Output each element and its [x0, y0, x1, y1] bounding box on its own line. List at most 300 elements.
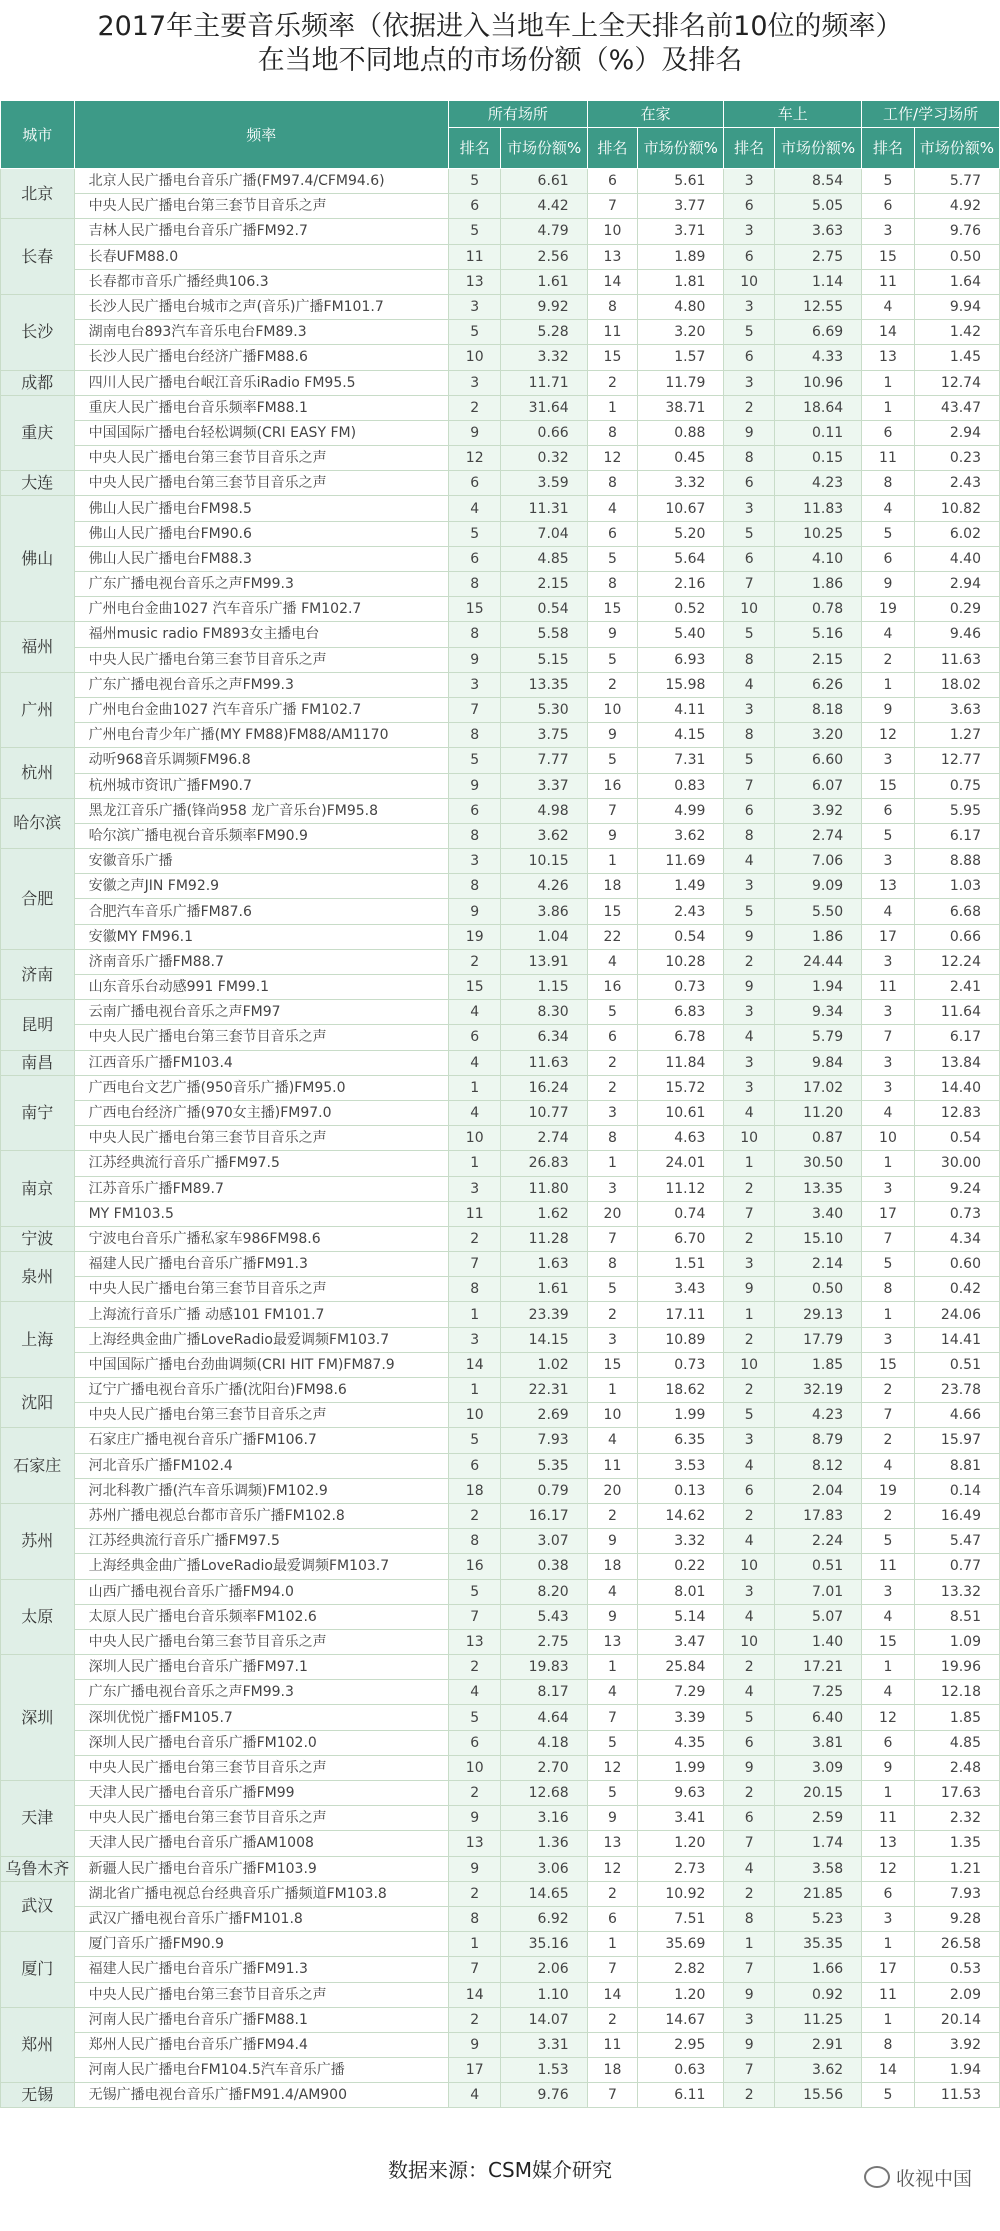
home-rank-cell: 14 [587, 269, 637, 294]
work-rank-cell: 2 [862, 1503, 915, 1528]
home-rank-cell: 2 [587, 1075, 637, 1100]
car-rank-cell: 10 [724, 269, 774, 294]
table-row [1, 2007, 1000, 2032]
work-rank-cell: 3 [862, 949, 915, 974]
car-share-cell: 2.24 [774, 1529, 861, 1554]
car-share-cell: 3.92 [774, 798, 861, 823]
home-share-cell: 5.40 [638, 622, 724, 647]
all-rank-cell: 7 [448, 1957, 501, 1982]
frequency-cell: 无锡广播电视台音乐广播FM91.4/AM900 [74, 2083, 448, 2108]
work-rank-cell: 6 [862, 798, 915, 823]
home-share-cell: 6.70 [638, 1226, 724, 1251]
table-row [1, 1277, 1000, 1302]
work-share-cell: 2.48 [914, 1755, 999, 1780]
car-rank-cell: 8 [724, 823, 774, 848]
work-share-cell: 0.29 [914, 597, 999, 622]
home-share-cell: 1.99 [638, 1755, 724, 1780]
car-rank-cell: 10 [724, 1126, 774, 1151]
car-rank-cell: 7 [724, 773, 774, 798]
home-rank-cell: 12 [587, 1755, 637, 1780]
all-share-cell: 2.56 [501, 244, 587, 269]
table-row [1, 697, 1000, 722]
all-rank-cell: 2 [448, 1781, 501, 1806]
work-rank-cell: 1 [862, 2007, 915, 2032]
car-share-cell: 1.86 [774, 924, 861, 949]
frequency-cell: MY FM103.5 [74, 1201, 448, 1226]
table-row [1, 1126, 1000, 1151]
all-rank-cell: 9 [448, 420, 501, 445]
frequency-cell: 黑龙江音乐广播(锋尚958 龙广音乐台)FM95.8 [74, 798, 448, 823]
work-share-cell: 0.53 [914, 1957, 999, 1982]
table-row [1, 1705, 1000, 1730]
work-rank-cell: 11 [862, 1982, 915, 2007]
all-rank-cell: 5 [448, 219, 501, 244]
city-cell: 重庆 [1, 395, 75, 471]
all-share-cell: 8.30 [501, 1000, 587, 1025]
home-share-cell: 7.31 [638, 748, 724, 773]
all-rank-cell: 6 [448, 1453, 501, 1478]
all-share-cell: 1.10 [501, 1982, 587, 2007]
work-share-cell: 12.74 [914, 370, 999, 395]
work-share-cell: 30.00 [914, 1151, 999, 1176]
home-share-cell: 0.54 [638, 924, 724, 949]
all-share-cell: 14.07 [501, 2007, 587, 2032]
car-share-cell: 11.25 [774, 2007, 861, 2032]
home-rank-cell: 7 [587, 194, 637, 219]
all-rank-cell: 8 [448, 622, 501, 647]
home-rank-cell: 10 [587, 1403, 637, 1428]
all-rank-cell: 2 [448, 2007, 501, 2032]
header-share: 市场份额% [638, 128, 724, 169]
car-rank-cell: 3 [724, 1000, 774, 1025]
all-rank-cell: 16 [448, 1554, 501, 1579]
home-rank-cell: 5 [587, 748, 637, 773]
all-rank-cell: 2 [448, 1503, 501, 1528]
work-share-cell: 7.93 [914, 1881, 999, 1906]
work-rank-cell: 10 [862, 1126, 915, 1151]
work-rank-cell: 1 [862, 672, 915, 697]
home-share-cell: 3.41 [638, 1806, 724, 1831]
table-row [1, 1428, 1000, 1453]
car-rank-cell: 9 [724, 420, 774, 445]
table-row [1, 1352, 1000, 1377]
car-rank-cell: 4 [724, 1856, 774, 1881]
work-share-cell: 1.27 [914, 723, 999, 748]
work-share-cell: 20.14 [914, 2007, 999, 2032]
frequency-cell: 长沙人民广播电台城市之声(音乐)广播FM101.7 [74, 294, 448, 319]
all-share-cell: 1.61 [501, 1277, 587, 1302]
all-rank-cell: 8 [448, 1529, 501, 1554]
all-share-cell: 7.93 [501, 1428, 587, 1453]
table-row [1, 597, 1000, 622]
car-rank-cell: 3 [724, 874, 774, 899]
all-rank-cell: 6 [448, 194, 501, 219]
car-share-cell: 1.40 [774, 1629, 861, 1654]
car-rank-cell: 2 [724, 1327, 774, 1352]
home-rank-cell: 2 [587, 1050, 637, 1075]
all-share-cell: 0.38 [501, 1554, 587, 1579]
car-rank-cell: 4 [724, 1529, 774, 1554]
car-rank-cell: 2 [724, 1503, 774, 1528]
all-rank-cell: 17 [448, 2058, 501, 2083]
car-share-cell: 17.21 [774, 1655, 861, 1680]
work-share-cell: 9.46 [914, 622, 999, 647]
home-rank-cell: 18 [587, 1554, 637, 1579]
frequency-cell: 佛山人民广播电台FM88.3 [74, 546, 448, 571]
work-share-cell: 15.97 [914, 1428, 999, 1453]
table-row [1, 294, 1000, 319]
table-row [1, 1856, 1000, 1881]
title-line-1: 2017年主要音乐频率（依据进入当地车上全天排名前10位的频率） [97, 11, 903, 42]
home-share-cell: 15.72 [638, 1075, 724, 1100]
car-share-cell: 1.74 [774, 1831, 861, 1856]
all-share-cell: 8.20 [501, 1579, 587, 1604]
all-rank-cell: 1 [448, 1151, 501, 1176]
home-share-cell: 3.39 [638, 1705, 724, 1730]
car-rank-cell: 3 [724, 697, 774, 722]
all-share-cell: 5.28 [501, 320, 587, 345]
work-rank-cell: 3 [862, 1000, 915, 1025]
home-share-cell: 0.52 [638, 597, 724, 622]
frequency-cell: 安徽MY FM96.1 [74, 924, 448, 949]
all-rank-cell: 5 [448, 1705, 501, 1730]
all-share-cell: 12.68 [501, 1781, 587, 1806]
work-share-cell: 5.47 [914, 1529, 999, 1554]
home-share-cell: 0.22 [638, 1554, 724, 1579]
header-in-car: 车上 [724, 101, 862, 128]
all-share-cell: 14.65 [501, 1881, 587, 1906]
work-rank-cell: 5 [862, 1252, 915, 1277]
frequency-cell: 广西电台经济广播(970女主播)FM97.0 [74, 1100, 448, 1125]
all-share-cell: 7.04 [501, 521, 587, 546]
car-rank-cell: 9 [724, 975, 774, 1000]
home-share-cell: 10.92 [638, 1881, 724, 1906]
frequency-cell: 山西广播电视台音乐广播FM94.0 [74, 1579, 448, 1604]
home-share-cell: 4.11 [638, 697, 724, 722]
home-rank-cell: 5 [587, 1000, 637, 1025]
car-share-cell: 3.58 [774, 1856, 861, 1881]
work-rank-cell: 9 [862, 1755, 915, 1780]
all-rank-cell: 6 [448, 546, 501, 571]
car-rank-cell: 8 [724, 647, 774, 672]
frequency-cell: 动听968音乐调频FM96.8 [74, 748, 448, 773]
frequency-cell: 广州电台青少年广播(MY FM88)FM88/AM1170 [74, 723, 448, 748]
car-rank-cell: 7 [724, 1957, 774, 1982]
all-rank-cell: 5 [448, 748, 501, 773]
car-share-cell: 3.62 [774, 2058, 861, 2083]
home-share-cell: 1.49 [638, 874, 724, 899]
work-share-cell: 0.60 [914, 1252, 999, 1277]
home-share-cell: 5.14 [638, 1604, 724, 1629]
work-share-cell: 2.94 [914, 420, 999, 445]
work-share-cell: 23.78 [914, 1378, 999, 1403]
frequency-cell: 四川人民广播电台岷江音乐iRadio FM95.5 [74, 370, 448, 395]
car-rank-cell: 5 [724, 622, 774, 647]
car-rank-cell: 2 [724, 1176, 774, 1201]
car-share-cell: 1.94 [774, 975, 861, 1000]
city-cell: 福州 [1, 622, 75, 672]
home-share-cell: 2.95 [638, 2032, 724, 2057]
car-share-cell: 8.18 [774, 697, 861, 722]
work-rank-cell: 17 [862, 1957, 915, 1982]
car-share-cell: 6.26 [774, 672, 861, 697]
home-share-cell: 38.71 [638, 395, 724, 420]
work-share-cell: 3.63 [914, 697, 999, 722]
car-rank-cell: 9 [724, 2032, 774, 2057]
home-share-cell: 1.99 [638, 1403, 724, 1428]
city-cell: 天津 [1, 1781, 75, 1857]
home-share-cell: 3.47 [638, 1629, 724, 1654]
frequency-cell: 佛山人民广播电台FM98.5 [74, 496, 448, 521]
all-share-cell: 1.63 [501, 1252, 587, 1277]
car-rank-cell: 6 [724, 1806, 774, 1831]
all-share-cell: 6.61 [501, 169, 587, 194]
work-share-cell: 1.42 [914, 320, 999, 345]
work-share-cell: 0.66 [914, 924, 999, 949]
home-rank-cell: 8 [587, 420, 637, 445]
work-rank-cell: 14 [862, 320, 915, 345]
car-rank-cell: 9 [724, 1755, 774, 1780]
work-share-cell: 12.77 [914, 748, 999, 773]
car-rank-cell: 3 [724, 1428, 774, 1453]
car-rank-cell: 2 [724, 949, 774, 974]
work-rank-cell: 1 [862, 1932, 915, 1957]
all-share-cell: 10.77 [501, 1100, 587, 1125]
all-rank-cell: 1 [448, 1932, 501, 1957]
table-row [1, 1755, 1000, 1780]
home-rank-cell: 1 [587, 1151, 637, 1176]
all-share-cell: 11.28 [501, 1226, 587, 1251]
table-row [1, 1932, 1000, 1957]
home-rank-cell: 9 [587, 1529, 637, 1554]
work-rank-cell: 15 [862, 244, 915, 269]
footer [0, 2152, 1000, 2192]
work-rank-cell: 11 [862, 446, 915, 471]
home-rank-cell: 8 [587, 471, 637, 496]
car-share-cell: 0.87 [774, 1126, 861, 1151]
car-rank-cell: 1 [724, 1932, 774, 1957]
all-rank-cell: 13 [448, 1629, 501, 1654]
home-rank-cell: 8 [587, 1126, 637, 1151]
car-rank-cell: 3 [724, 1075, 774, 1100]
all-share-cell: 3.31 [501, 2032, 587, 2057]
all-rank-cell: 2 [448, 1881, 501, 1906]
all-rank-cell: 6 [448, 798, 501, 823]
frequency-cell: 苏州广播电视总台都市音乐广播FM102.8 [74, 1503, 448, 1528]
all-share-cell: 35.16 [501, 1932, 587, 1957]
work-rank-cell: 6 [862, 194, 915, 219]
work-share-cell: 2.94 [914, 572, 999, 597]
work-rank-cell: 9 [862, 697, 915, 722]
car-share-cell: 10.25 [774, 521, 861, 546]
frequency-cell: 天津人民广播电台音乐广播FM99 [74, 1781, 448, 1806]
work-share-cell: 9.94 [914, 294, 999, 319]
home-share-cell: 35.69 [638, 1932, 724, 1957]
all-share-cell: 1.53 [501, 2058, 587, 2083]
car-rank-cell: 2 [724, 1378, 774, 1403]
car-share-cell: 13.35 [774, 1176, 861, 1201]
home-share-cell: 6.83 [638, 1000, 724, 1025]
frequency-cell: 福州music radio FM893女主播电台 [74, 622, 448, 647]
car-share-cell: 18.64 [774, 395, 861, 420]
table-row [1, 899, 1000, 924]
all-rank-cell: 9 [448, 1856, 501, 1881]
car-rank-cell: 6 [724, 471, 774, 496]
car-rank-cell: 5 [724, 1403, 774, 1428]
work-share-cell: 0.14 [914, 1478, 999, 1503]
frequency-cell: 福建人民广播电台音乐广播FM91.3 [74, 1957, 448, 1982]
car-rank-cell: 2 [724, 1226, 774, 1251]
home-share-cell: 4.99 [638, 798, 724, 823]
car-share-cell: 2.14 [774, 1252, 861, 1277]
table-row [1, 345, 1000, 370]
table-row [1, 1579, 1000, 1604]
car-rank-cell: 5 [724, 1705, 774, 1730]
car-share-cell: 0.11 [774, 420, 861, 445]
home-rank-cell: 12 [587, 446, 637, 471]
car-share-cell: 6.69 [774, 320, 861, 345]
home-share-cell: 2.82 [638, 1957, 724, 1982]
work-rank-cell: 4 [862, 1604, 915, 1629]
frequency-cell: 中央人民广播电台第三套节目音乐之声 [74, 471, 448, 496]
table-row [1, 672, 1000, 697]
car-share-cell: 3.81 [774, 1730, 861, 1755]
city-cell: 南昌 [1, 1050, 75, 1075]
table-row [1, 1680, 1000, 1705]
work-rank-cell: 11 [862, 269, 915, 294]
car-share-cell: 24.44 [774, 949, 861, 974]
frequency-cell: 合肥汽车音乐广播FM87.6 [74, 899, 448, 924]
frequency-cell: 中央人民广播电台第三套节目音乐之声 [74, 1982, 448, 2007]
work-rank-cell: 11 [862, 975, 915, 1000]
work-share-cell: 5.77 [914, 169, 999, 194]
all-rank-cell: 18 [448, 1478, 501, 1503]
all-share-cell: 10.15 [501, 849, 587, 874]
home-rank-cell: 6 [587, 521, 637, 546]
work-share-cell: 19.96 [914, 1655, 999, 1680]
work-rank-cell: 9 [862, 572, 915, 597]
city-cell: 沈阳 [1, 1378, 75, 1428]
work-rank-cell: 5 [862, 521, 915, 546]
frequency-cell: 宁波电台音乐广播私家车986FM98.6 [74, 1226, 448, 1251]
work-rank-cell: 1 [862, 395, 915, 420]
frequency-cell: 深圳优悦广播FM105.7 [74, 1705, 448, 1730]
city-cell: 广州 [1, 672, 75, 748]
table-row [1, 496, 1000, 521]
all-rank-cell: 8 [448, 572, 501, 597]
header-work-study: 工作/学习场所 [862, 101, 1000, 128]
car-rank-cell: 10 [724, 1554, 774, 1579]
home-share-cell: 0.88 [638, 420, 724, 445]
home-share-cell: 6.35 [638, 1428, 724, 1453]
work-share-cell: 14.40 [914, 1075, 999, 1100]
home-share-cell: 3.32 [638, 1529, 724, 1554]
work-share-cell: 0.42 [914, 1277, 999, 1302]
all-share-cell: 11.31 [501, 496, 587, 521]
all-rank-cell: 5 [448, 1579, 501, 1604]
work-share-cell: 14.41 [914, 1327, 999, 1352]
work-rank-cell: 19 [862, 597, 915, 622]
all-share-cell: 16.17 [501, 1503, 587, 1528]
home-share-cell: 0.45 [638, 446, 724, 471]
all-rank-cell: 10 [448, 345, 501, 370]
work-rank-cell: 1 [862, 1655, 915, 1680]
home-rank-cell: 10 [587, 219, 637, 244]
work-rank-cell: 4 [862, 496, 915, 521]
city-cell: 宁波 [1, 1226, 75, 1251]
city-cell: 郑州 [1, 2007, 75, 2083]
all-rank-cell: 4 [448, 1050, 501, 1075]
work-rank-cell: 3 [862, 849, 915, 874]
home-share-cell: 11.69 [638, 849, 724, 874]
frequency-cell: 哈尔滨广播电视台音乐频率FM90.9 [74, 823, 448, 848]
work-share-cell: 4.92 [914, 194, 999, 219]
work-rank-cell: 4 [862, 1100, 915, 1125]
frequency-cell: 河南人民广播电台FM104.5汽车音乐广播 [74, 2058, 448, 2083]
city-cell: 无锡 [1, 2083, 75, 2108]
car-rank-cell: 6 [724, 1478, 774, 1503]
home-share-cell: 11.84 [638, 1050, 724, 1075]
work-rank-cell: 13 [862, 874, 915, 899]
home-rank-cell: 11 [587, 2032, 637, 2057]
car-rank-cell: 3 [724, 1050, 774, 1075]
all-share-cell: 4.85 [501, 546, 587, 571]
table-row [1, 849, 1000, 874]
work-share-cell: 13.84 [914, 1050, 999, 1075]
frequency-cell: 广东广播电视台音乐之声FM99.3 [74, 672, 448, 697]
home-rank-cell: 18 [587, 2058, 637, 2083]
home-share-cell: 1.89 [638, 244, 724, 269]
car-share-cell: 17.02 [774, 1075, 861, 1100]
all-rank-cell: 7 [448, 1604, 501, 1629]
work-rank-cell: 6 [862, 1881, 915, 1906]
wechat-icon [864, 2166, 890, 2188]
frequency-cell: 湖南电台893汽车音乐电台FM89.3 [74, 320, 448, 345]
car-share-cell: 4.23 [774, 1403, 861, 1428]
home-rank-cell: 5 [587, 546, 637, 571]
work-share-cell: 16.49 [914, 1503, 999, 1528]
work-share-cell: 1.45 [914, 345, 999, 370]
home-share-cell: 0.83 [638, 773, 724, 798]
work-rank-cell: 3 [862, 1327, 915, 1352]
all-rank-cell: 13 [448, 1831, 501, 1856]
work-rank-cell: 4 [862, 622, 915, 647]
table-row [1, 1730, 1000, 1755]
car-share-cell: 0.15 [774, 446, 861, 471]
work-share-cell: 17.63 [914, 1781, 999, 1806]
car-share-cell: 6.40 [774, 1705, 861, 1730]
home-share-cell: 10.89 [638, 1327, 724, 1352]
table-row [1, 1806, 1000, 1831]
car-rank-cell: 4 [724, 1453, 774, 1478]
work-share-cell: 0.75 [914, 773, 999, 798]
car-rank-cell: 10 [724, 1629, 774, 1654]
all-rank-cell: 5 [448, 521, 501, 546]
frequency-cell: 广东广播电视台音乐之声FM99.3 [74, 1680, 448, 1705]
all-share-cell: 3.62 [501, 823, 587, 848]
car-share-cell: 2.15 [774, 647, 861, 672]
frequency-cell: 云南广播电视台音乐之声FM97 [74, 1000, 448, 1025]
car-share-cell: 1.86 [774, 572, 861, 597]
city-cell: 南京 [1, 1151, 75, 1227]
table-row [1, 446, 1000, 471]
car-share-cell: 17.83 [774, 1503, 861, 1528]
work-rank-cell: 12 [862, 723, 915, 748]
all-share-cell: 26.83 [501, 1151, 587, 1176]
home-rank-cell: 8 [587, 294, 637, 319]
car-rank-cell: 3 [724, 294, 774, 319]
home-rank-cell: 8 [587, 1252, 637, 1277]
